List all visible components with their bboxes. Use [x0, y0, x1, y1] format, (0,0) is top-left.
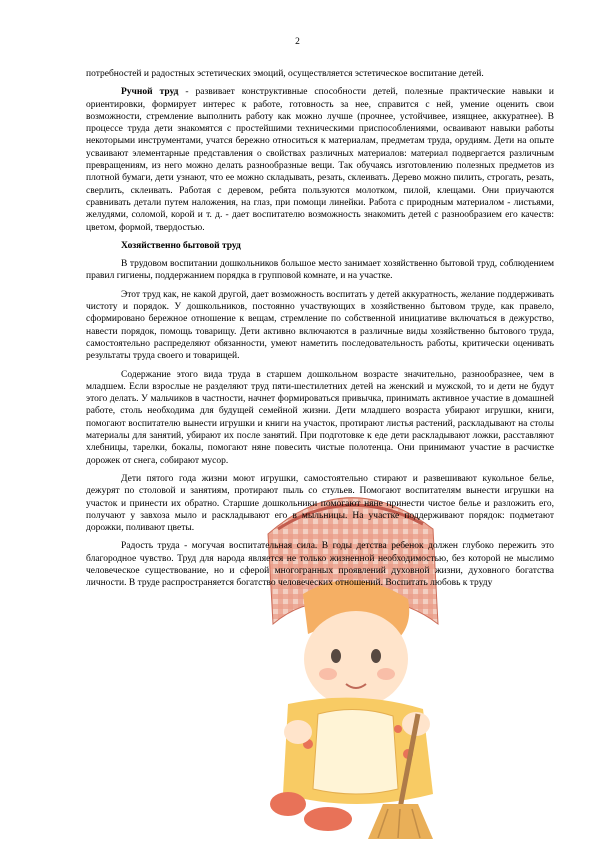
paragraph-fifth-year: Дети пятого года жизни моют игрушки, самостоятельно стирают и развешивают кукольное белье, дежурят по столовой и занятиям, протирают пыль со стульев. Помогают воспитателям вынести игрушки на участок и принести их обратно. Старшие дошкольники помогают няне принести чистое белье и разложить его, получают у завхоза мыло и раскладывают его в мыльницы. На участке поддерживают порядок: подметают дорожки, поливают цветы. [86, 473, 554, 534]
paragraph-household-intro: В трудовом воспитании дошкольников большое место занимает хозяйственно бытовой труд, соблюдением правил гигиены, поддержанием порядка в групповой комнате, и на участке. [86, 259, 554, 282]
paragraph-household-benefits: Этот труд как, не какой другой, дает возможность воспитать у детей аккуратность, желание поддерживать чистоту и порядок. У дошкольников, постоянно участвующих в хозяйственно бытовом труде, как правело, сформировано бережное отношение к вещам, стремление по собственной инициативе включаться в дежурство, навести порядок, помощь товарищу. Дети активно включаются в различные виды хозяйственно бытового труда, самостоятельно распределяют обязанности, умеют наметить последовательность работы, критически оценивать результаты труда своего и товарищей. [86, 289, 554, 362]
paragraph-joy-of-labor: Радость труда - могучая воспитательная сила. В годы детства ребенок должен глубоко пережить это благородное чувство. Труд для народа является не только жизненной необходимостью, без которой не мыслимо человеческое существование, но и сферой многогранных проявлений духовной жизни, духовного богатства личности. В труде распространяется богатство человеческих отношений. Воспитать любовь к труду [86, 541, 554, 589]
manual-labor-text: - развивает конструктивные способности детей, полезные практические навыки и ориентировки, формирует интерес к работе, готовность за нее, справится с ней, умение оценить свои возможности, стремление выполнить работу как можно лучше (прочнее, устойчивее, изящнее, аккуратнее). В процессе труда дети знакомятся с простейшими техническими приспособлениями, осваивают навыки работы некоторыми инструментами, учатся бережно относиться к материалам, предметам труда, орудиям. Дети на опыте усваивают элементарные представления о свойствах различных материалов: материал подвергается различным превращениям, из него можно делать разнообразные вещи. Так обучаясь изготовлению полезных предметов из плотной бумаги, дети узнают, что ее можно складывать, резать, склеивать. Дерево можно пилить, строгать, резать, сверлить, склеивать. Работая с деревом, ребята пользуются молотком, пилой, клещами. Они приучаются сравнивать детали путем наложения, на глаз, при помощи линейки. Работа с природным материалом - листьями, желудями, соломой, корой и т. д. - дает воспитателю возможность знакомить детей с разнообразием его качеств: цветом, формой, твердостью. [86, 87, 554, 233]
page-number: 2 [295, 37, 300, 47]
section-heading-household-labor: Хозяйственно бытовой труд [121, 240, 241, 251]
paragraph-older-preschool: Содержание этого вида труда в старшем дошкольном возрасте значительно, разнообразнее, чем в младшем. Если взрослые не разделяют труд пяти-шестилетних детей на женский и мужской, то и дети не будут этого делать. У мальчиков в частности, начнет формироваться привычка, принимать активное участие в домашней работе, столь необходима для будущей семейной жизни. Дети младшего возраста убирают игрушки, книги, помогают воспитателю вынести игрушки и книги на участок, протирают листья растений, раскладывают на столы материалы для занятий, убирают их после занятий. При подготовке к еде дети раскладывают ложки, расставляют хлебницы, тарелки, бокалы, помогают няне повесить чистые полотенца. Они принимают участие в расчистке дорожек от снега, собирают мусор. [86, 369, 554, 466]
paragraph-intro-continuation: потребностей и радостных эстетических эмоций, осуществляется эстетическое воспитание детей. [86, 69, 484, 79]
document-body [86, 68, 554, 838]
paragraph-manual-labor [86, 86, 554, 234]
term-manual-labor: Ручной труд [121, 87, 179, 98]
